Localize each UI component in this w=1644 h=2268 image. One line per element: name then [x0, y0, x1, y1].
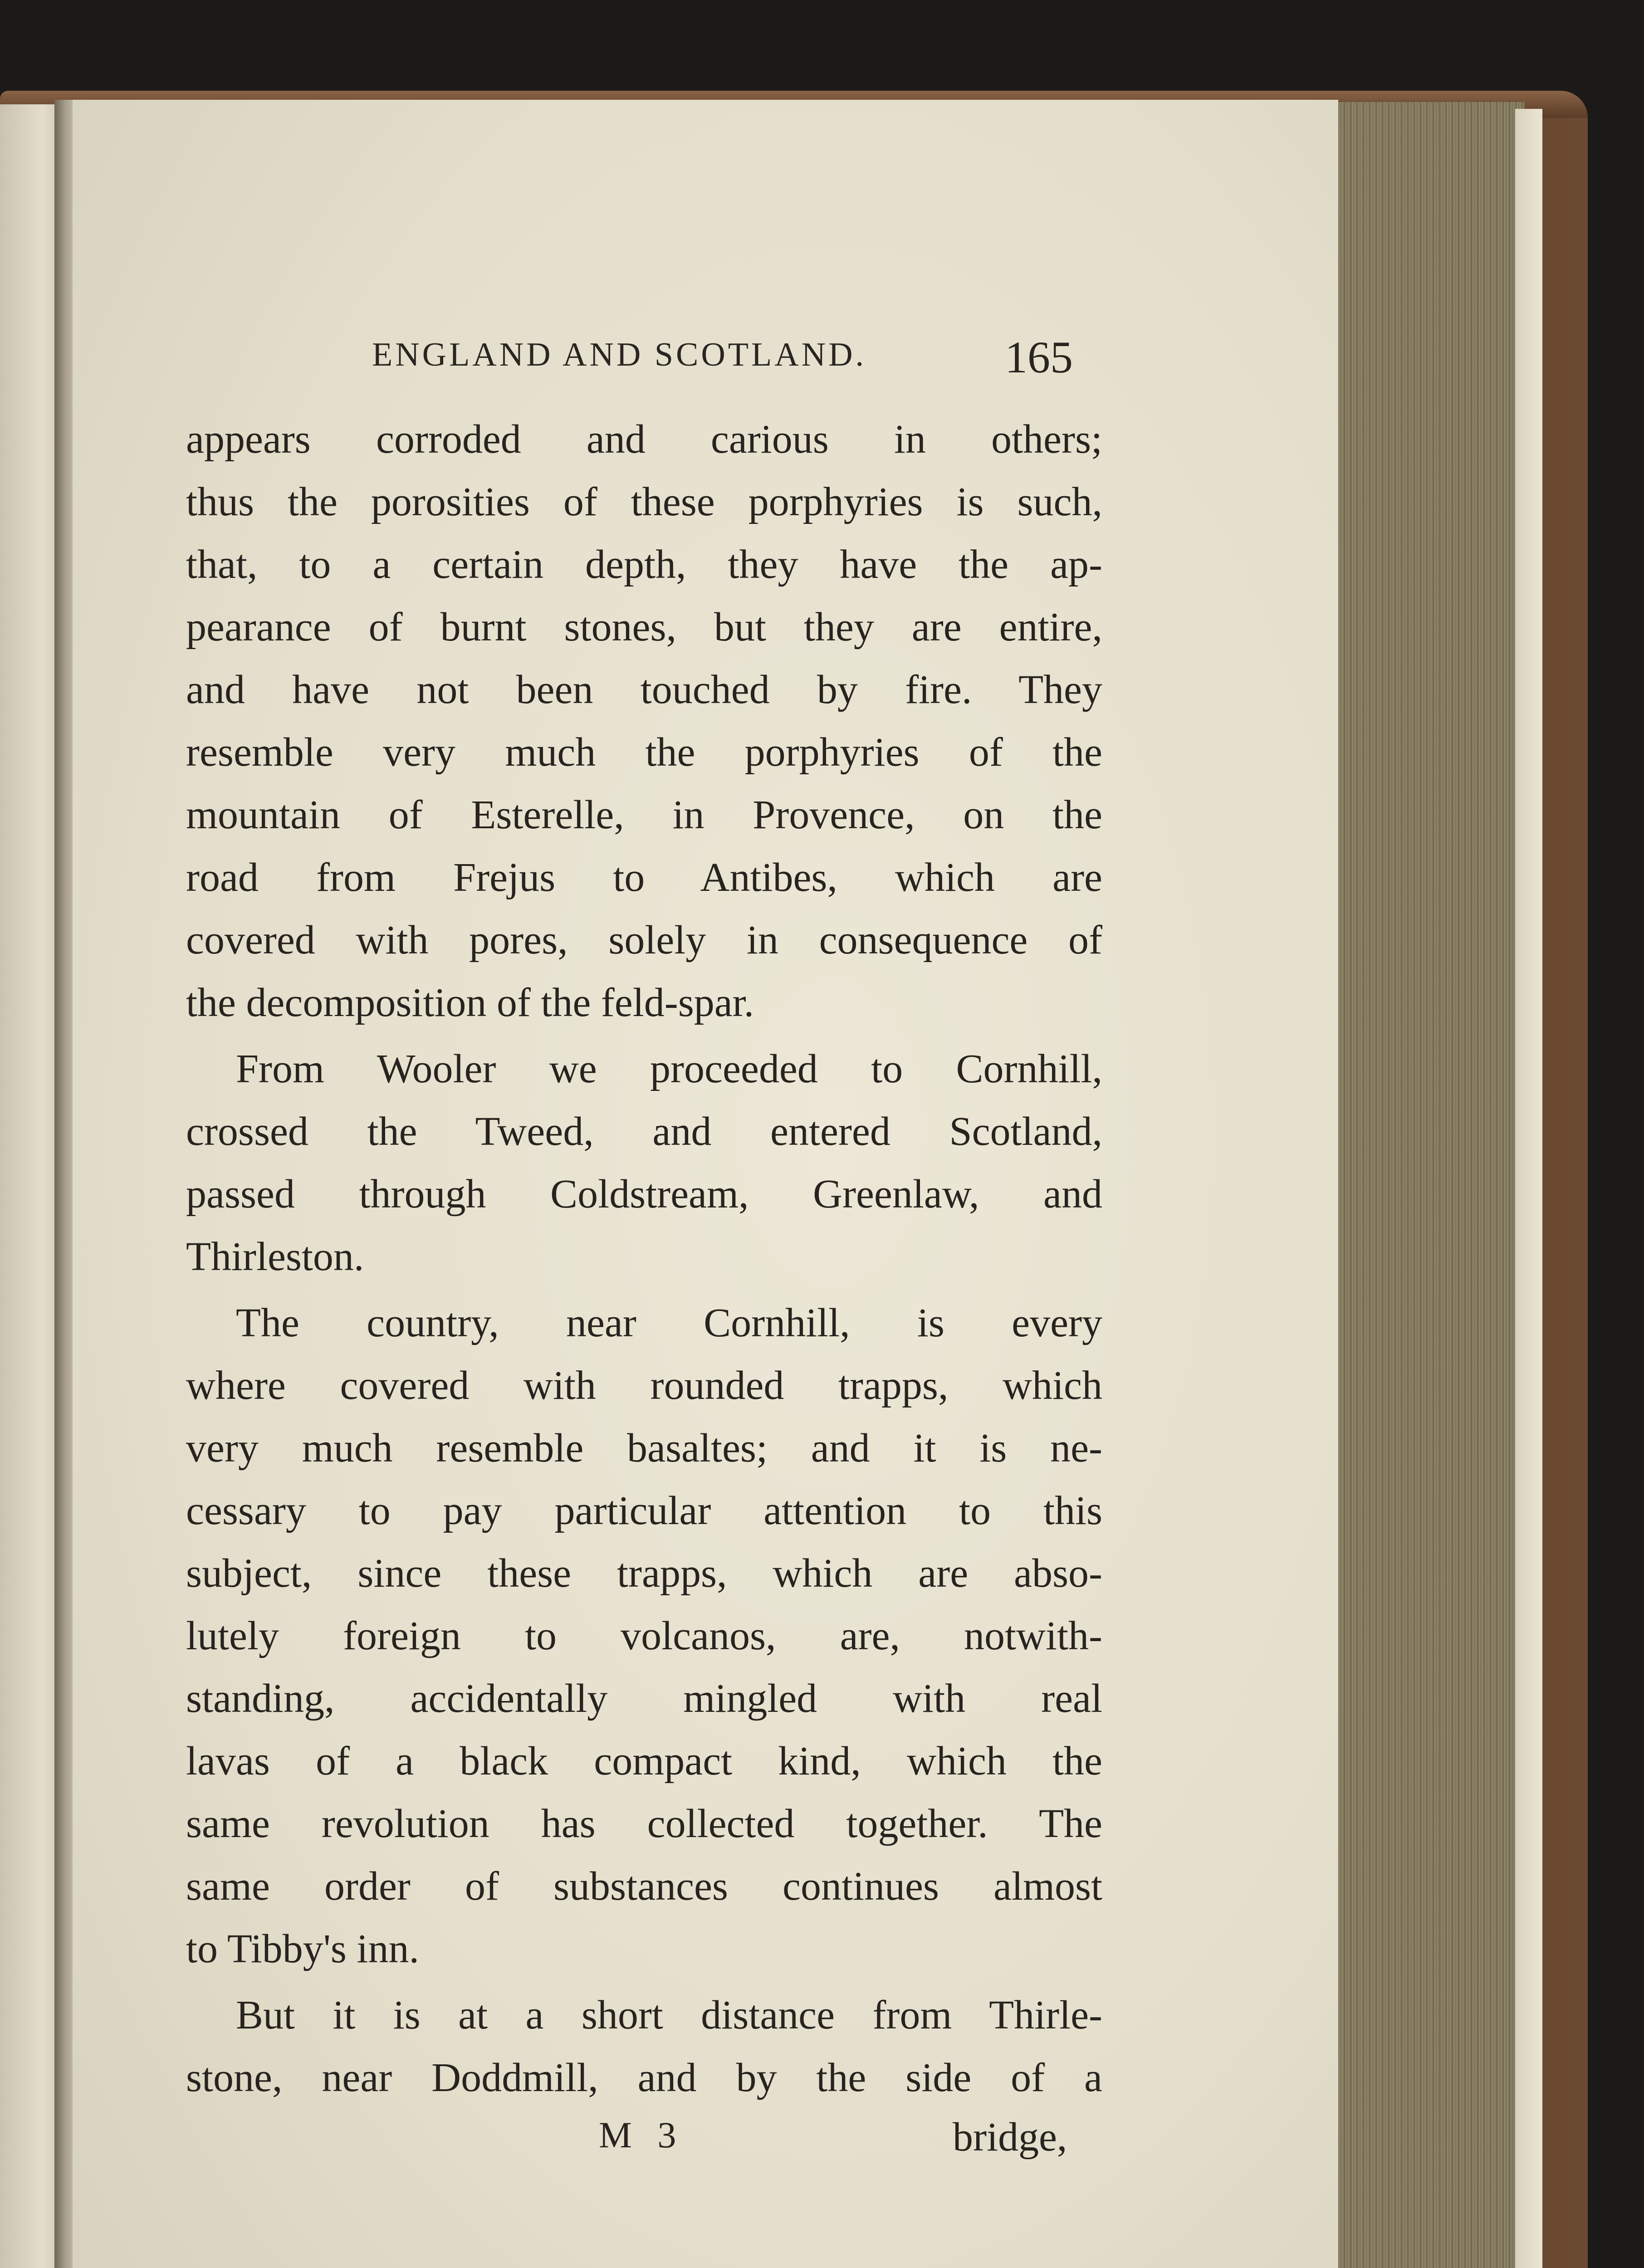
text-line: mountain of Esterelle, in Provence, on the	[186, 792, 1102, 837]
text-line: covered with pores, solely in consequence of	[186, 918, 1102, 963]
paragraph-2	[186, 1038, 1102, 1292]
text-line: thus the porosities of these porphyries is such,	[186, 479, 1102, 524]
text-line: passed through Coldstream, Greenlaw, and	[186, 1172, 1102, 1217]
text-line: appears corroded and carious in others;	[186, 417, 1102, 462]
text-line: cessary to pay particular attention to this	[186, 1488, 1102, 1533]
text-line: where covered with rounded trapps, which	[186, 1363, 1102, 1408]
text-line: pearance of burnt stones, but they are entire,	[186, 605, 1102, 650]
page-number: 165	[1005, 332, 1073, 382]
text-line: the decomposition of the feld-spar.	[186, 980, 754, 1025]
text-line: standing, accidentally mingled with real	[186, 1676, 1102, 1721]
text-line: resemble very much the porphyries of the	[186, 730, 1102, 775]
page-block-edge	[1334, 102, 1524, 2268]
running-head: ENGLAND AND SCOTLAND.	[372, 336, 867, 373]
paragraph-1	[186, 408, 1102, 1038]
text-line: that, to a certain depth, they have the ap-	[186, 542, 1102, 587]
text-line: to Tibby's inn.	[186, 1926, 419, 1971]
text-line: stone, near Doddmill, and by the side of a	[186, 2055, 1102, 2100]
text-line: lutely foreign to volcanos, are, notwith-	[186, 1613, 1102, 1658]
text-line: Thirleston.	[186, 1234, 364, 1279]
text-line: crossed the Tweed, and entered Scotland,	[186, 1109, 1102, 1154]
text-line: But it is at a short distance from Thirle-	[236, 1993, 1102, 2038]
text-line: From Wooler we proceeded to Cornhill,	[236, 1046, 1102, 1091]
text-line: same revolution has collected together. The	[186, 1801, 1102, 1846]
catchword: bridge,	[953, 2115, 1067, 2160]
signature-mark: M 3	[599, 2114, 685, 2156]
text-line: same order of substances continues almost	[186, 1864, 1102, 1909]
page-block-highlight	[1515, 109, 1542, 2268]
text-line: subject, since these trapps, which are abso-	[186, 1551, 1102, 1596]
text-line: lavas of a black compact kind, which the	[186, 1739, 1102, 1784]
text-line: and have not been touched by fire. They	[186, 667, 1102, 712]
body-text	[186, 408, 1102, 2113]
paragraph-4	[186, 1984, 1102, 2113]
paragraph-3	[186, 1292, 1102, 1984]
text-line: road from Frejus to Antibes, which are	[186, 855, 1102, 900]
text-line: very much resemble basaltes; and it is ne-	[186, 1426, 1102, 1471]
text-line: The country, near Cornhill, is every	[236, 1300, 1102, 1345]
facing-page-edge	[0, 104, 61, 2268]
